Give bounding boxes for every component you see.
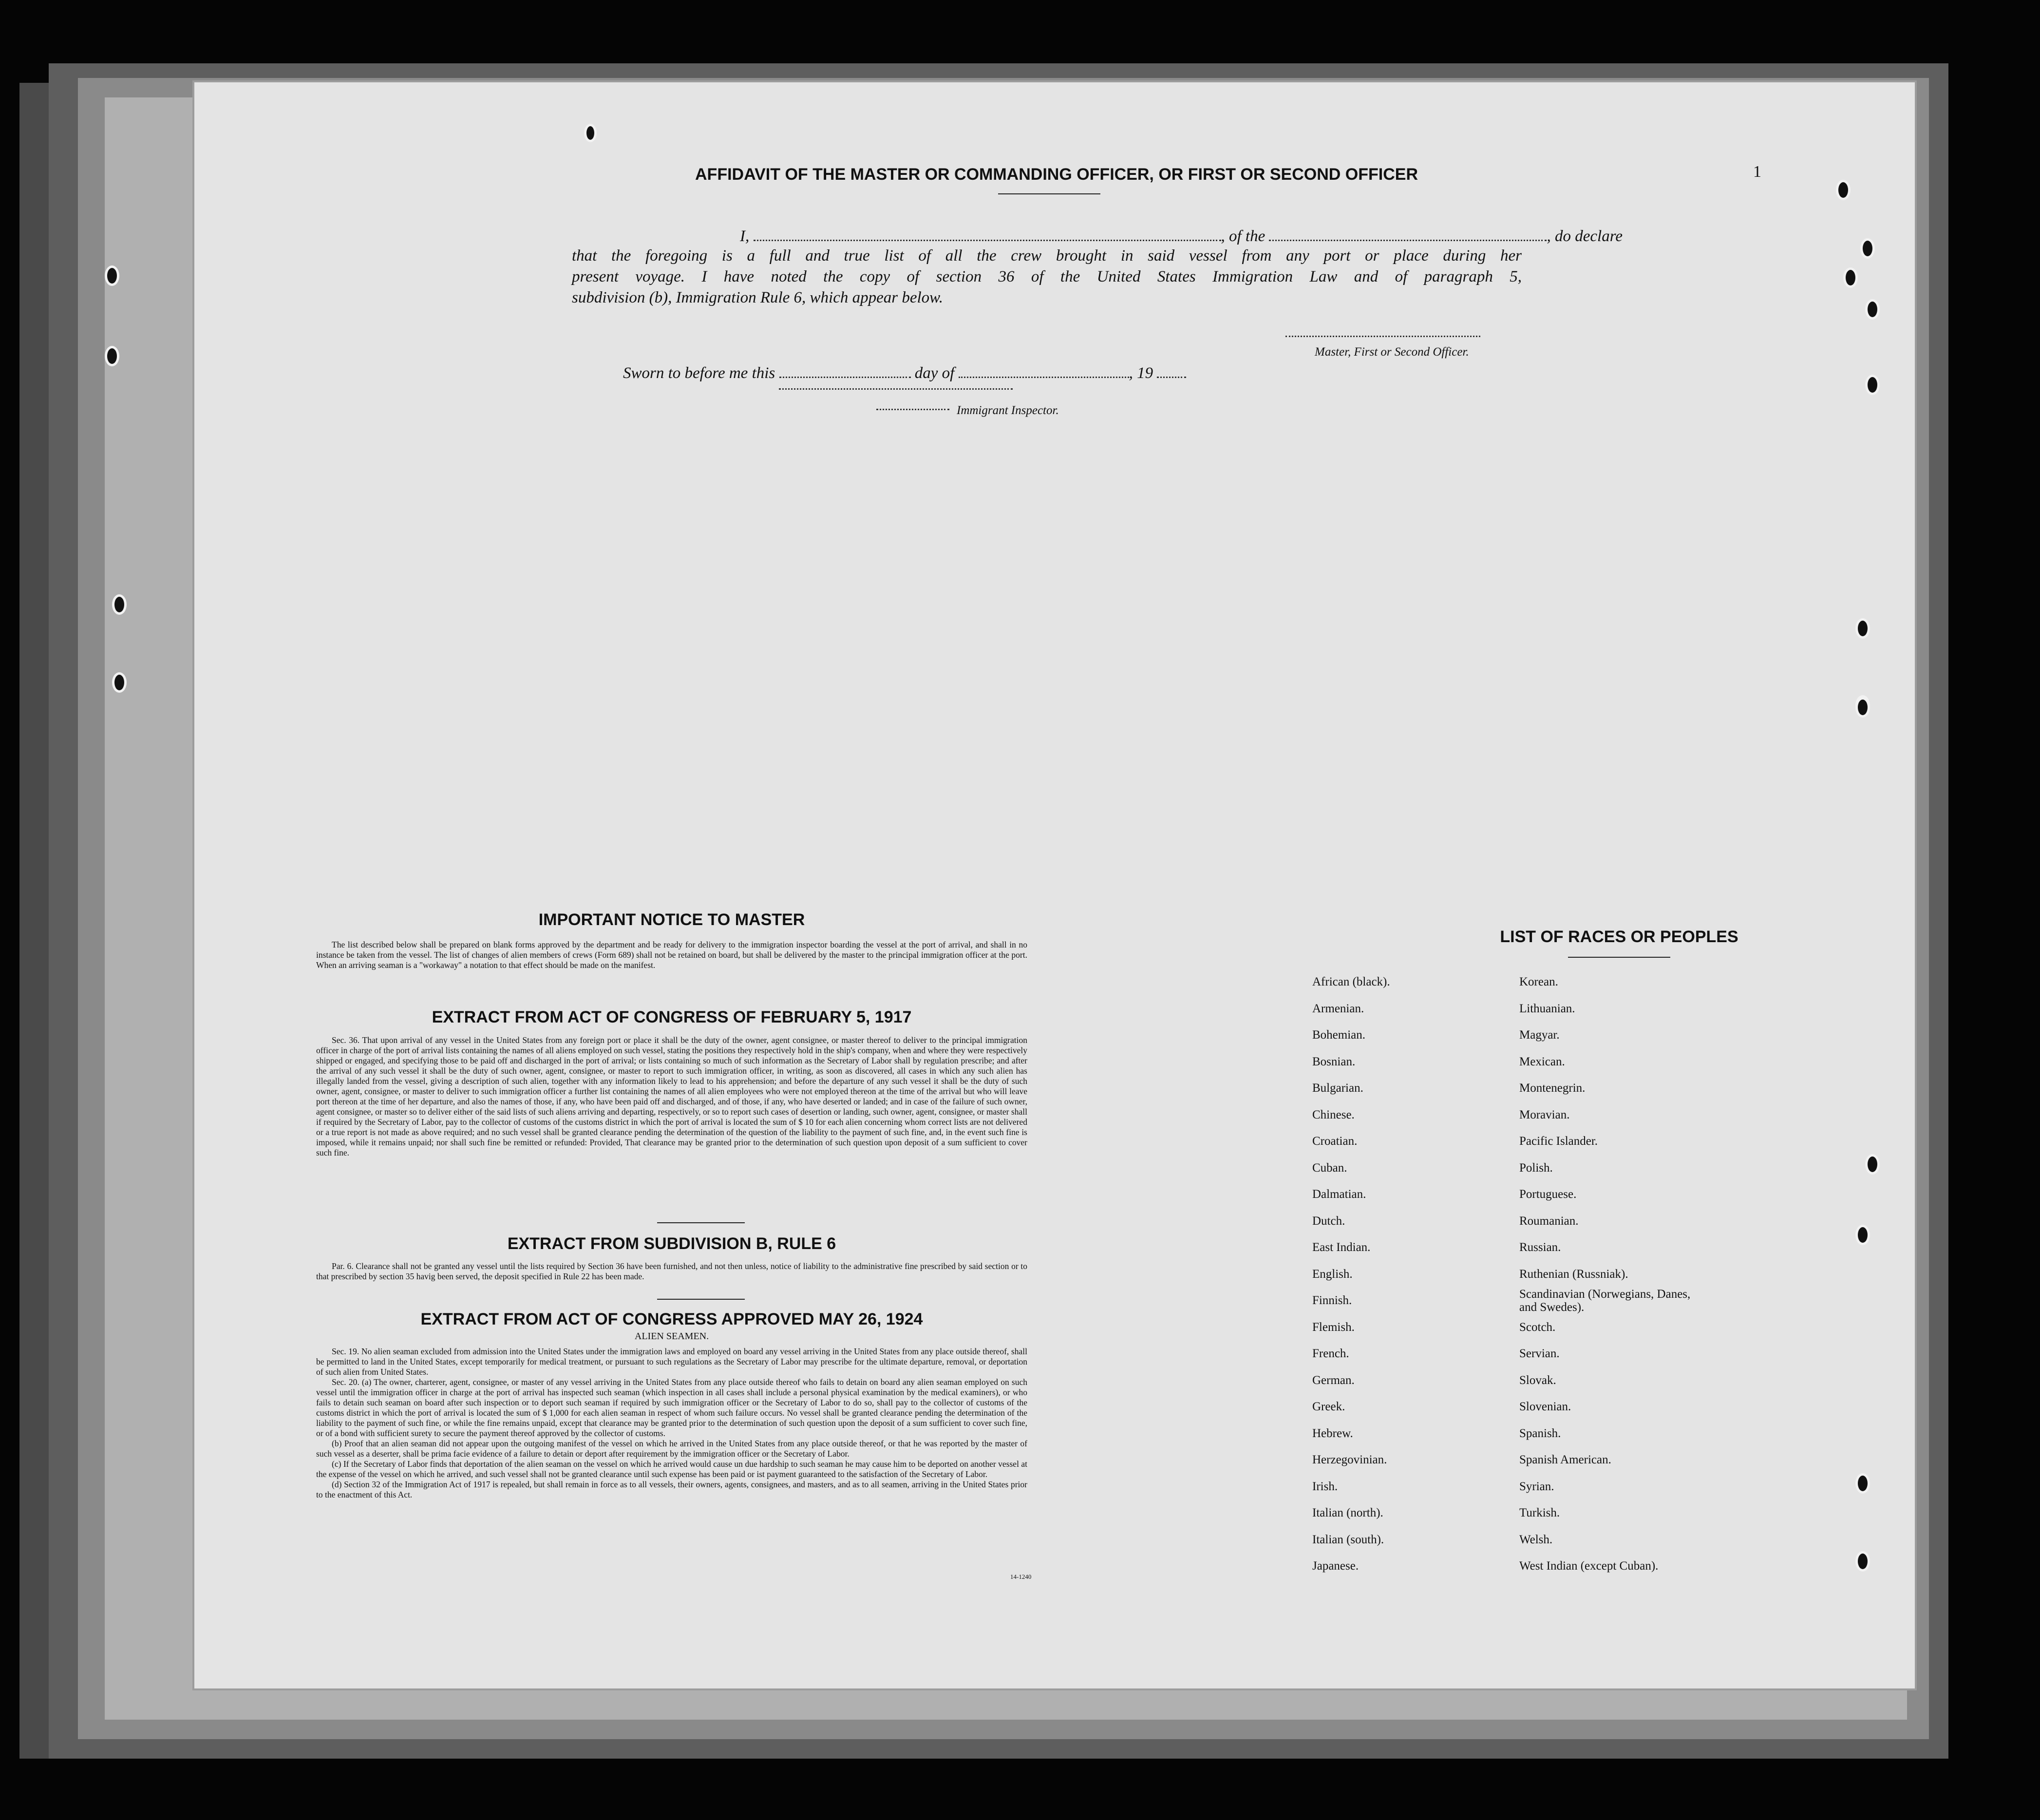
notice-text: The list described below shall be prepared on blank forms approved by the department and be ready for delivery to the immigration inspector boarding the vessel at the port of arrival, and shall in no instance be taken from the vessel. The list of changes of alien members of crews (Form 689) shall not be retained on board, but shall be delivered by the master to the principal immigration officer at the port. When an arriving seaman is a "workaway" a notation to that effect should be made on the manifest. [316, 940, 1027, 970]
day-blank[interactable] [779, 363, 911, 378]
list-item: Scandinavian (Norwegians, Danes, and Swedes). [1519, 1288, 1691, 1314]
list-item: Pacific Islander. [1519, 1135, 1598, 1148]
races-column-2 [1519, 969, 1704, 1580]
list-item: West Indian (except Cuban). [1519, 1559, 1659, 1573]
binder-hole [1865, 299, 1880, 320]
list-item: Moravian. [1519, 1108, 1570, 1121]
list-item: Greek. [1312, 1400, 1345, 1413]
divider [657, 1299, 745, 1300]
races-column-1 [1312, 969, 1390, 1580]
sworn-line [623, 363, 1186, 382]
list-item: French. [1312, 1347, 1349, 1360]
manifest-sheet [192, 80, 1917, 1690]
list-item: Servian. [1519, 1347, 1560, 1360]
binder-hole [1865, 1154, 1880, 1175]
list-item: Russian. [1519, 1241, 1561, 1254]
list-item: Welsh. [1519, 1533, 1553, 1546]
list-item: Finnish. [1312, 1294, 1352, 1307]
title-rule [1568, 957, 1670, 958]
list-item: English. [1312, 1267, 1353, 1281]
extract-1924-text: Sec. 19. No alien seaman excluded from admission into the United States under the immigration laws and employed on board any vessel arriving in the United States from any place outside thereof, shall be permitted to land in the United States, except temporarily for medical treatment, or pursuant to such regulations as the Secretary of Labor may prescribe for the ultimate departure, removal, or deportation of such alien from United States. Sec. 20. (a) The owner, charterer, agent, consignee, or master of any vessel arriving in the United States from any place outside thereof who fails to detain on board any alien seaman employed on such vessel until the immigration officer in charge at the port of arrival has inspected such seaman (which inspection in all cases shall include a personal physical examination by the medical examiners), or who fails to detain such seaman on board after such inspection or to deport such seaman if required by such immigration officer or the Secretary of Labor to do so, shall pay to the collector of customs of the customs district in which the port of arrival is located the sum of $ 1,000 for each alien seaman in respect of whom such failure occurs. No vessel shall be granted clearance pending the determination of the liability to the payment of such fine, or while the fine remains unpaid, except that clearance may be granted prior to the determination of such question upon the deposit of a sum sufficient to cover such fine, or of a bond with sufficient surety to secure the payment thereof approved by the collector of customs. (b) Proof that an alien seaman did not appear upon the outgoing manifest of the vessel on which he arrived in the United States from any place outside thereof, or that he was reported by the master of such vessel as a deserter, shall be prima facie evidence of a failure to detain or deport after requirement by the immigration officer or the Secretary of Labor. (c) If the Secretary of Labor finds that deportation of the alien seaman on the vessel on which he arrived would cause un due hardship to such seaman he may cause him to be deported on another vessel at the expense of the vessel on which he arrived, and such vessel shall not be granted clearance until such expense has been paid or ist payment guaranteed to the satisfaction of the Secretary of Labor. (d) Section 32 of the Immigration Act of 1917 is repealed, but shall remain in force as to all vessels, their owners, agents, consignees, and masters, and as to all seamen, arriving in the United States prior to the enactment of this Act. [316, 1346, 1027, 1499]
extract-rule6-text: Par. 6. Clearance shall not be granted any vessel until the lists required by Section 36 have been furnished, and not then unless, notice of liability to the administrative fine prescribed by said section or to that prescribed by section 35 havig been served, the deposit specified in Rule 22 has been made. [316, 1261, 1027, 1281]
list-item: Spanish. [1519, 1426, 1561, 1440]
affidavit-declare: , do declare [1547, 228, 1623, 245]
list-item: Herzegovinian. [1312, 1453, 1387, 1466]
vessel-blank[interactable] [1269, 226, 1547, 241]
list-item: Japanese. [1312, 1559, 1359, 1573]
binder-hole [112, 594, 127, 615]
list-item: Chinese. [1312, 1108, 1355, 1121]
list-item: Spanish American. [1519, 1453, 1611, 1466]
list-item: Syrian. [1519, 1479, 1554, 1493]
list-item: Korean. [1519, 975, 1558, 988]
list-item: Roumanian. [1519, 1214, 1579, 1228]
list-item: Bohemian. [1312, 1028, 1366, 1042]
binder-hole [1860, 238, 1875, 259]
notice-title: IMPORTANT NOTICE TO MASTER [538, 910, 805, 929]
binder-hole [105, 265, 119, 286]
name-blank[interactable] [754, 226, 1221, 241]
officer-signature-blank[interactable] [1285, 331, 1480, 337]
list-item: Croatian. [1312, 1135, 1358, 1148]
list-item: Dutch. [1312, 1214, 1345, 1228]
affidavit-i: I, [740, 228, 750, 245]
binder-hole [105, 346, 119, 366]
list-item: Dalmatian. [1312, 1188, 1366, 1201]
list-item: Mexican. [1519, 1055, 1565, 1068]
list-item: Ruthenian (Russniak). [1519, 1267, 1628, 1281]
list-item: East Indian. [1312, 1241, 1371, 1254]
binder-hole [112, 672, 127, 693]
list-item: Bulgarian. [1312, 1081, 1363, 1095]
extract-1924-title: EXTRACT FROM ACT OF CONGRESS APPROVED MAY 26, 1924 [420, 1310, 923, 1328]
binder-hole [1855, 1551, 1870, 1572]
binder-hole [1855, 618, 1870, 639]
list-item: Armenian. [1312, 1002, 1364, 1015]
extract-1917-title: EXTRACT FROM ACT OF CONGRESS OF FEBRUARY 5, 1917 [432, 1008, 912, 1026]
list-item: Scotch. [1519, 1320, 1556, 1334]
sworn-day-of: day of [914, 364, 955, 382]
divider [657, 1222, 745, 1223]
list-item: Polish. [1519, 1161, 1553, 1175]
list-item: Cuban. [1312, 1161, 1347, 1175]
binder-hole [1855, 1473, 1870, 1494]
list-item: Turkish. [1519, 1506, 1560, 1519]
list-item: Slovak. [1519, 1373, 1556, 1387]
affidavit-of-the: , of the [1221, 228, 1266, 245]
affidavit-line-2: that the foregoing is a full and true list of all the crew brought in said vessel from any port or place during her [572, 247, 1522, 265]
page-mark: 1 [1753, 163, 1761, 181]
list-item: Flemish. [1312, 1320, 1355, 1334]
list-item: Magyar. [1519, 1028, 1560, 1042]
title-rule [998, 193, 1100, 194]
officer-label: Master, First or Second Officer. [1315, 345, 1469, 359]
extract-1924-subtitle: ALIEN SEAMEN. [634, 1331, 709, 1342]
affidavit-title: AFFIDAVIT OF THE MASTER OR COMMANDING OFFICER, OR FIRST OR SECOND OFFICER [695, 165, 1418, 184]
list-item: Bosnian. [1312, 1055, 1356, 1068]
binder-hole [1843, 267, 1858, 288]
affidavit-line-4: subdivision (b), Immigration Rule 6, which appear below. [572, 289, 943, 306]
month-blank[interactable] [959, 363, 1129, 378]
list-item: Hebrew. [1312, 1426, 1353, 1440]
binder-hole [1865, 375, 1880, 395]
sworn-start: Sworn to before me this [623, 364, 775, 382]
inspector-signature-blank[interactable] [779, 383, 1013, 390]
list-item: Italian (north). [1312, 1506, 1383, 1519]
list-item: Irish. [1312, 1479, 1338, 1493]
affidavit-line-3: present voyage. I have noted the copy of section 36 of the United States Immigration Law and of paragraph 5, [572, 268, 1522, 285]
list-item: Italian (south). [1312, 1533, 1384, 1546]
list-item: German. [1312, 1373, 1355, 1387]
sworn-year: , 19 [1129, 364, 1153, 382]
extract-rule6-title: EXTRACT FROM SUBDIVISION B, RULE 6 [507, 1234, 836, 1253]
list-item: Slovenian. [1519, 1400, 1571, 1413]
list-item: Lithuanian. [1519, 1002, 1575, 1015]
form-number: 14-1240 [1010, 1573, 1032, 1580]
inspector-label: Immigrant Inspector. [957, 404, 1059, 417]
year-blank[interactable] [1157, 363, 1186, 378]
binder-hole [1855, 697, 1870, 718]
list-item: African (black). [1312, 975, 1390, 988]
inspector-signature-blank-2[interactable] [876, 404, 949, 410]
races-title: LIST OF RACES OR PEOPLES [1500, 928, 1738, 946]
binder-hole [1855, 1225, 1870, 1245]
binder-hole [584, 124, 597, 142]
affidavit-line-1 [740, 226, 1690, 246]
list-item: Portuguese. [1519, 1188, 1577, 1201]
list-item: Montenegrin. [1519, 1081, 1586, 1095]
extract-1917-text: Sec. 36. That upon arrival of any vessel in the United States from any foreign port or place it shall be the duty of the owner, agent consignee, or master thereof to deliver to the principal immigration officer in charge of the port of arrival lists containing the names of all aliens employed on such vessel, stating the positions they respectively hold in the ship's company, when and where they were respectively shipped or engaged, and specifying those to be paid off and discharged in the port of arrival; or lists containing so much of such information as the Secretary of Labor shall by regulation prescribe; and after the arrival of any such vessel it shall be the duty of such owner, agent, consignee, or master to report to such immigration officer, in writing, as soon as discovered, all cases in which any such alien has illegally landed from the vessel, giving a description of such alien, together with any information likely to lead to his apprehension; and before the departure of any such vessel it shall be the duty of such owner, agent, consignee, or master to deliver to such immigration officer a further list containing the names of all alien employees who were not employed thereon at the time of the arrival but who will leave port thereon at the time of her departure, and also the names of those, if any, who have been paid off and discharged, and of those, if any, who have deserted or landed; and in case of the failure of such owner, agent consignee, or master so to deliver either of the said lists of such aliens arriving and departing, respectively, or so to report such cases of desertion or landing, such owner, agent, consignee, or master shall if required by the Secretary of Labor, pay to the collector of customs of the customs district in which the port of arrival is located the sum of $ 10 for each alien concerning whom correct lists are not delivered or a true report is not made as above required; and no such vessel shall be granted clearance pending the determination of the question of the liability to the payment of such fine, and, in the event such fine is imposed, while it remains unpaid; nor shall such fine be remitted or refunded: Provided, That clearance may be granted prior to the determination of such question upon deposit of a sum sufficient to cover such fine. [316, 1035, 1027, 1157]
